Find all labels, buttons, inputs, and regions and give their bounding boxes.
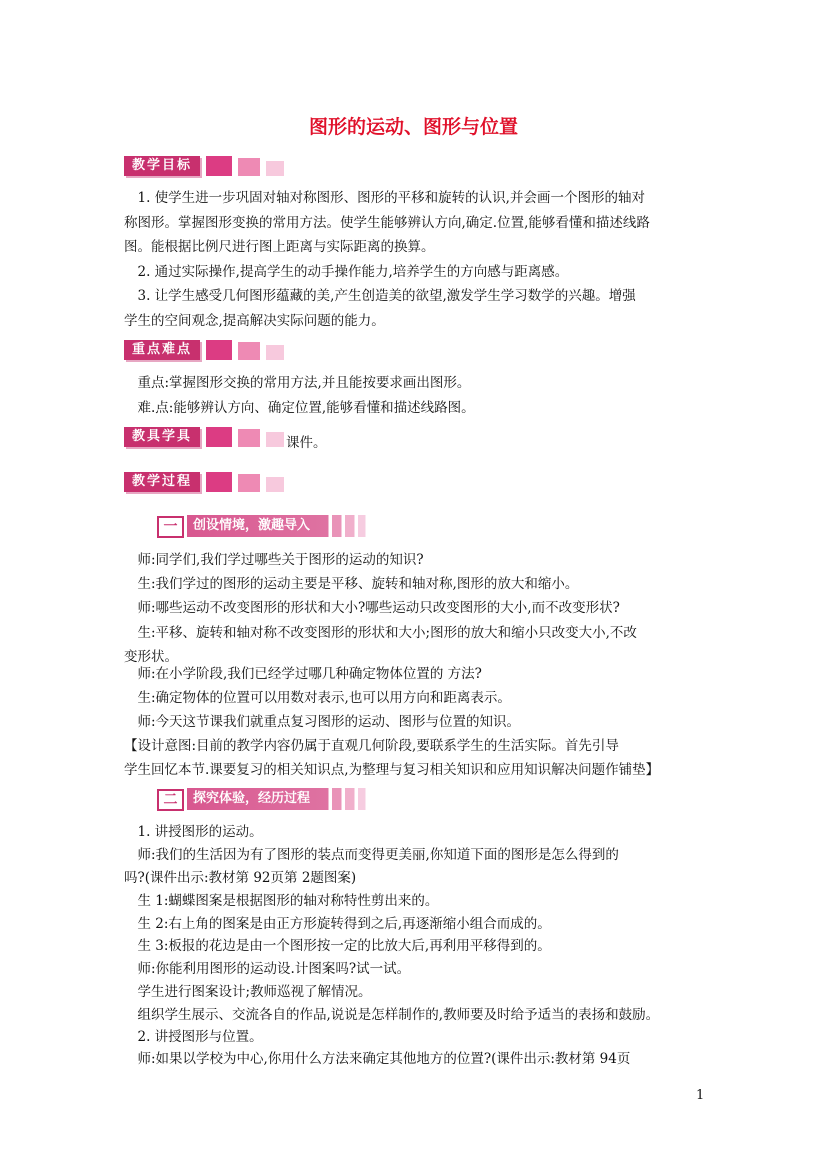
decor-square [238,158,260,176]
step-label: 探究体验，经历过程 [187,788,373,810]
paragraph-line: 学生的空间观念,提高解决实际问题的能力。 [124,313,385,329]
paragraph-line: 师:我们的生活因为有了图形的装点而变得更美丽,你知道下面的图形是怎么得到的 [124,847,619,863]
decor-square [238,474,260,492]
paragraph-line: 师:今天这节课我们就重点复习图形的运动、图形与位置的知识。 [124,714,521,730]
paragraph-line: 师:在小学阶段,我们已经学过哪几种确定物体位置的 方法? [124,666,482,682]
section-key-points-label: 重点难点 [124,340,200,360]
section-objectives-header [124,156,284,176]
decor-square [238,342,260,360]
paragraph-line: 师:如果以学校为中心,你用什么方法来确定其他地方的位置?(课件出示:教材第 94页 [124,1051,631,1067]
paragraph-line: 学生进行图案设计;教师巡视了解情况。 [124,984,372,1000]
paragraph-line: 组织学生展示、交流各自的作品,说说是怎样制作的,教师要及时给予适当的表扬和鼓励。 [124,1007,660,1023]
decor-square [206,472,232,492]
paragraph-line: 师:你能利用图形的运动设.计图案吗?试一试。 [124,961,411,977]
decor-square [266,432,284,447]
step-header-1 [157,515,373,537]
paragraph-line: 变形状。 [124,649,178,665]
paragraph-line: 生:确定物体的位置可以用数对表示,也可以用方向和距离表示。 [124,690,511,706]
decor-square [206,156,232,176]
paragraph-line: 生 1:蝴蝶图案是根据图形的轴对称特性剪出来的。 [124,893,439,909]
decor-square [266,345,284,360]
paragraph-line: 生:我们学过的图形的运动主要是平移、旋转和轴对称,图形的放大和缩小。 [124,576,579,592]
paragraph-line: 2. 讲授图形与位置。 [124,1029,263,1045]
section-tools-header [124,427,327,451]
paragraph-line: 生 2:右上角的图案是由正方形旋转得到之后,再逐渐缩小组合而成的。 [124,916,551,932]
step-header-2 [157,788,373,810]
decor-square [206,427,232,447]
section-objectives-label: 教学目标 [124,156,200,176]
section-process-header [124,472,284,492]
section-process-label: 教学过程 [124,472,200,492]
step-number: 一 [157,516,184,538]
paragraph-line: 重点:掌握图形交换的常用方法,并且能按要求画出图形。 [124,375,471,391]
paragraph-line: 难.点:能够辨认方向、确定位置,能够看懂和描述线路图。 [124,400,475,416]
paragraph-line: 师:同学们,我们学过哪些关于图形的运动的知识? [124,552,424,568]
decor-square [266,477,284,492]
decor-square [238,429,260,447]
step-number: 二 [157,789,184,811]
paragraph-line: 【设计意图:目前的教学内容仍属于直观几何阶段,要联系学生的生活实际。首先引导 [124,738,619,754]
section-key-points-header [124,340,284,360]
paragraph-line: 学生回忆本节.课要复习的相关知识点,为整理与复习相关知识和应用知识解决问题作铺垫】 [124,762,660,778]
paragraph-line: 1. 使学生进一步巩固对轴对称图形、图形的平移和旋转的认识,并会画一个图形的轴对 [124,190,645,206]
document-title: 图形的运动、图形与位置 [308,116,518,138]
decor-square [206,340,232,360]
paragraph-line: 吗?(课件出示:教材第 92页第 2题图案) [124,870,357,886]
paragraph-line: 生:平移、旋转和轴对称不改变图形的形状和大小;图形的放大和缩小只改变大小,不改 [124,625,637,641]
tools-text: 课件。 [286,435,327,451]
paragraph-line: 3. 让学生感受几何图形蕴藏的美,产生创造美的欲望,激发学生学习数学的兴趣。增强 [124,288,636,304]
paragraph-line: 称图形。掌握图形变换的常用方法。使学生能够辨认方向,确定.位置,能够看懂和描述线路 [124,215,650,231]
step-label: 创设情境，激趣导入 [187,515,373,537]
paragraph-line: 1. 讲授图形的运动。 [124,824,263,840]
paragraph-line: 图。能根据比例尺进行图上距离与实际距离的换算。 [124,239,435,255]
paragraph-line: 2. 通过实际操作,提高学生的动手操作能力,培养学生的方向感与距离感。 [124,264,569,280]
paragraph-line: 师:哪些运动不改变图形的形状和大小?哪些运动只改变图形的大小,而不改变形状? [124,600,620,616]
page-number: 1 [696,1088,705,1103]
section-tools-label: 教具学具 [124,427,200,447]
paragraph-line: 生 3:板报的花边是由一个图形按一定的比放大后,再利用平移得到的。 [124,938,551,954]
decor-square [266,161,284,176]
